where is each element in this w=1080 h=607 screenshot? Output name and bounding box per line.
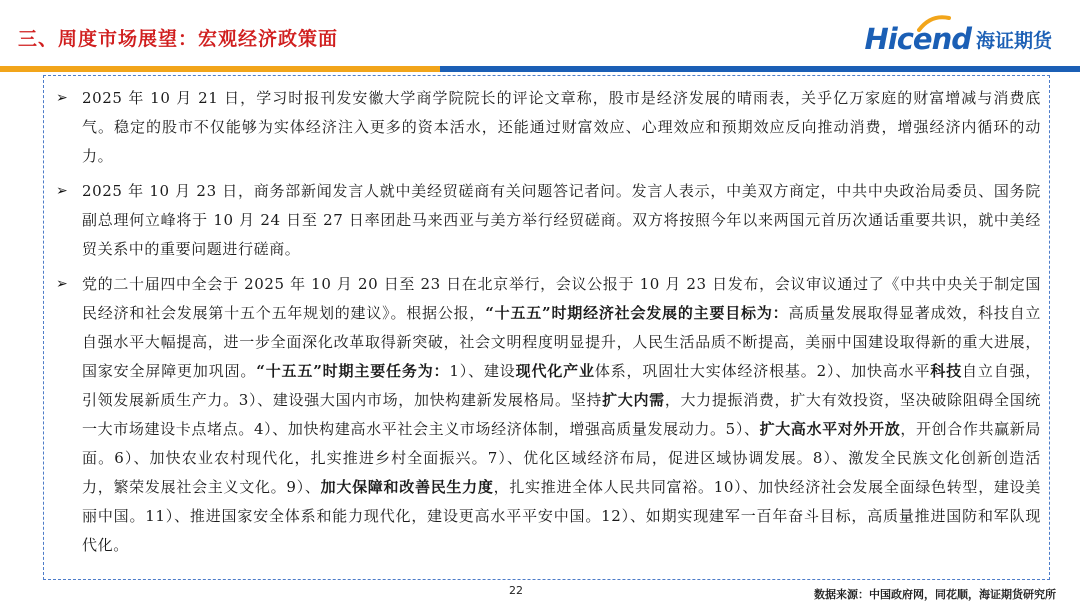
bold-text-segment: 现代化产业 xyxy=(515,362,595,380)
arrow-bullet-icon: ➢ xyxy=(56,90,68,106)
arrow-bullet-icon: ➢ xyxy=(56,276,68,292)
logo-chinese-name: 海证期货 xyxy=(975,30,1052,52)
bold-text-segment: “十五五”时期主要任务为： xyxy=(256,362,450,380)
bold-text-segment: “十五五”时期经济社会发展的主要目标为： xyxy=(485,304,789,322)
page-number: 22 xyxy=(509,584,523,597)
text-segment: 体系，巩固壮大实体经济根基。2）、加快高水平 xyxy=(594,362,931,380)
bold-text-segment: 科技 xyxy=(930,362,963,380)
text-segment: 1）、建设 xyxy=(449,362,516,380)
bullet-text: 2025 年 10 月 21 日，学习时报刊发安徽大学商学院院长的评论文章称，股市是经济发展的晴雨表，关乎亿万家庭的财富增减与消费底气。稳定的股市不仅能够为实体经济注入更多的资本活水，还能通过财富效应、心理效应和预期效应反向推动消费，增强经济内循环的动力。 xyxy=(82,89,1041,165)
content-box xyxy=(43,75,1050,580)
list-item xyxy=(52,177,1041,264)
logo-arc-icon xyxy=(917,14,951,32)
header-divider-bar xyxy=(0,66,1080,72)
text-segment: 高质量发展取得显著成效，科技自立自强水平大幅提高，进一步全面深化改革取得新突破，社会文明程度明显提升，人民生活品质不断提高，美丽中国建设取得新的重大进展，国家安全屏障更加巩固。 xyxy=(82,304,1041,380)
text-segment: 自立自强，引领发展新质生产力。3）、建设强大国内市场，加快构建新发展格局。坚持 xyxy=(82,362,1042,409)
company-logo xyxy=(865,22,1053,56)
arrow-bullet-icon: ➢ xyxy=(56,183,68,199)
bold-text-segment: 扩大内需 xyxy=(602,391,665,409)
list-item xyxy=(52,84,1041,171)
list-item xyxy=(52,270,1041,560)
text-segment: 党的二十届四中全会于 2025 年 10 月 20 日至 23 日在北京举行，会议公报于 10 月 23 日发布，会议审议通过了《中共中央关于制定国民经济和社会发展第十五个五年规划的建议》。根据公报， xyxy=(82,275,1041,322)
logo-wordmark: Hicend xyxy=(865,22,971,56)
text-segment: ，大力提振消费，扩大有效投资，坚决破除阻碍全国统一大市场建设卡点堵点。4）、加快构建高水平社会主义市场经济体制，增强高质量发展动力。5）、 xyxy=(82,391,1042,438)
text-segment: ，开创合作共赢新局面。6）、加快农业农村现代化，扎实推进乡村全面振兴。7）、优化区域经济布局，促进区域协调发展。8）、激发全民族文化创新创造活力，繁荣发展社会主义文化。9）、 xyxy=(82,420,1042,496)
data-source-note: 数据来源：中国政府网，同花顺，海证期货研究所 xyxy=(814,588,1056,601)
text-segment: ，扎实推进全体人民共同富裕。10）、加快经济社会发展全面绿色转型，建设美丽中国。11）、推进国家安全体系和能力现代化，建设更高水平平安中国。12）、如期实现建军一百年奋斗目标，高质量推进国防和军队现代化。 xyxy=(82,478,1041,554)
bullet-text: 2025 年 10 月 23 日，商务部新闻发言人就中美经贸磋商有关问题答记者问。发言人表示，中美双方商定，中共中央政治局委员、国务院副总理何立峰将于 10 月 24 日至 27 日率团赴马来西亚与美方举行经贸磋商。双方将按照今年以来两国元首历次通话重要共识，就中美经贸关系中的重要问题进行磋商。 xyxy=(82,182,1041,258)
bullet-text-plenum xyxy=(82,270,1041,560)
bold-text-segment: 扩大高水平对外开放 xyxy=(759,420,901,438)
divider-gold-segment xyxy=(0,66,440,72)
bold-text-segment: 加大保障和改善民生力度 xyxy=(320,478,494,496)
page-title: 三、周度市场展望：宏观经济政策面 xyxy=(18,28,339,50)
divider-blue-segment xyxy=(440,66,1080,72)
